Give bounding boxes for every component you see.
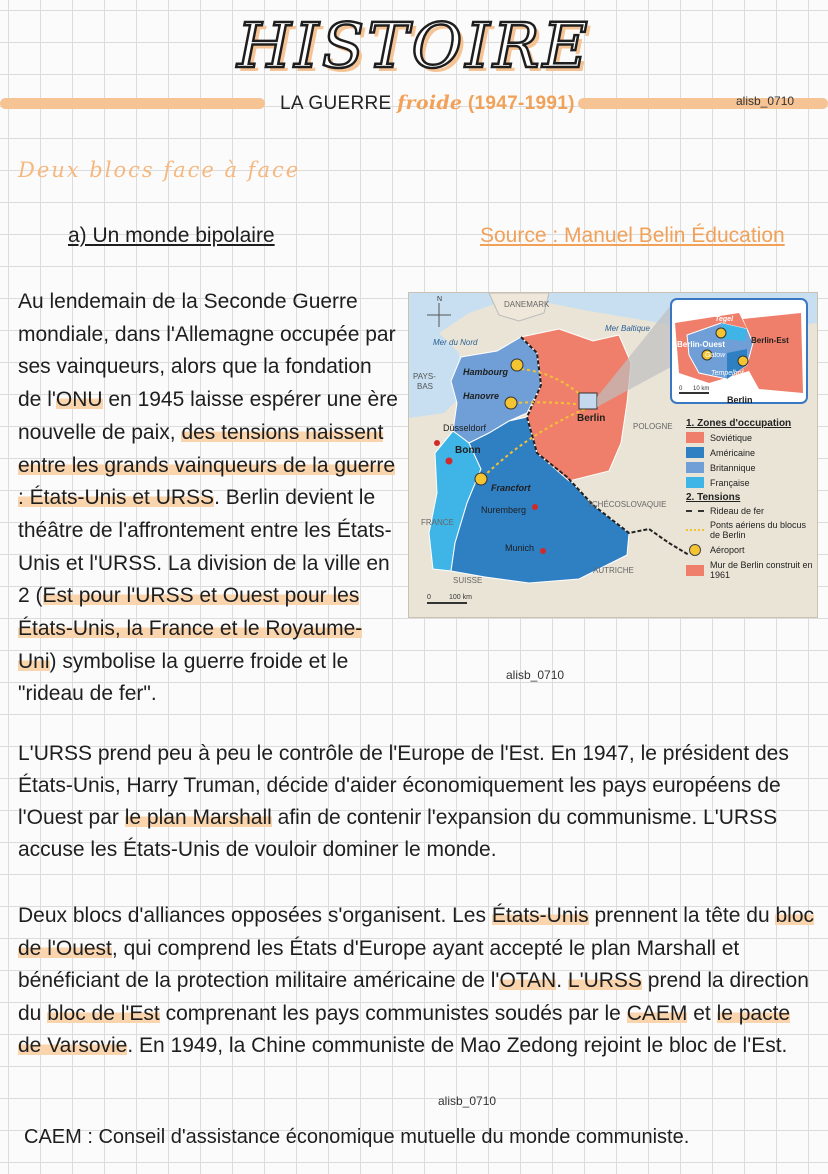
text-span: comprenant les pays communistes soudés par le — [159, 1001, 627, 1025]
legend-tensions-title: 2. Tensions — [686, 492, 741, 503]
sub-heading: a) Un monde bipolaire — [68, 224, 275, 247]
text-span: prend la direction du — [18, 969, 809, 1025]
air-bridge-swatch — [686, 529, 704, 531]
label-dusseldorf: Düsseldorf — [443, 423, 487, 433]
label-nuremberg: Nuremberg — [481, 505, 527, 515]
subtitle-prefix: LA GUERRE — [280, 93, 392, 114]
label-munich: Munich — [505, 543, 535, 553]
label-bonn: Bonn — [455, 445, 481, 456]
zone-swatch — [686, 477, 704, 488]
inset-airport-tempelhof-icon — [738, 356, 748, 366]
legend-zones-title: 1. Zones d'occupation — [686, 418, 792, 429]
label-scale-zero: 0 — [427, 594, 431, 601]
highlight: le plan Marshall — [124, 806, 272, 829]
label-tchecoslovaquie: TCHÉCOSLOVAQUIE — [587, 500, 667, 509]
subtitle-years: (1947-1991) — [467, 93, 575, 114]
label-berlin: Berlin — [577, 413, 606, 424]
text-span: ) symbolise la guerre froide et le "rideau de fer". — [18, 649, 349, 706]
legend-label: Mur de Berlin construit en 1961 — [710, 560, 813, 580]
inset-scale-zero: 0 — [679, 386, 683, 392]
highlight: ONU — [55, 388, 103, 412]
paragraph-marshall — [18, 738, 818, 866]
label-hambourg: Hambourg — [463, 367, 508, 377]
inset-label-tegel: Tegel — [715, 316, 734, 323]
text-span: . — [556, 969, 568, 992]
label-scale: 100 km — [449, 594, 472, 601]
legend-zone-row — [686, 462, 814, 473]
section-title: Deux blocs face à face — [18, 158, 301, 182]
highlight: des tensions naissent entre les grands vainqueurs de la guerre : États-Unis et URSS — [18, 420, 396, 510]
paragraph-intro — [18, 286, 398, 711]
label-danemark: DANEMARK — [504, 300, 550, 309]
map-legend — [686, 418, 814, 584]
highlight: bloc de l'Ouest — [18, 904, 815, 960]
inset-airport-tegel-icon — [716, 328, 726, 338]
zone-swatch — [686, 447, 704, 458]
header-divider-left — [0, 98, 265, 109]
highlight: CAEM — [626, 1001, 688, 1025]
inset-label-tempelhof: Tempelhof — [711, 370, 744, 377]
legend-label: Française — [710, 477, 750, 488]
text-span: et — [687, 1001, 717, 1025]
city-dot-nuremberg — [532, 504, 538, 510]
bottom-credit: alisb_0710 — [438, 1094, 497, 1108]
footnote-caem: CAEM : Conseil d'assistance économique mutuelle du monde communiste. — [24, 1126, 690, 1148]
source-link[interactable]: Source : Manuel Belin Éducation — [480, 224, 785, 247]
highlight: bloc de l'Est — [47, 1001, 160, 1025]
legend-ponts — [686, 520, 814, 540]
legend-zone-row — [686, 447, 814, 458]
highlight: le pacte de Varsovie — [18, 1001, 791, 1057]
legend-aeroport — [686, 544, 814, 556]
legend-mur — [686, 560, 814, 580]
label-autriche: AUTRICHE — [593, 566, 634, 575]
label-pays-bas-1: PAYS- — [413, 372, 436, 381]
text-span: , qui comprend les États d'Europe ayant accepté le plan Marshall et bénéficiant de la protection militaire américaine de l' — [18, 936, 740, 992]
berlin-box — [579, 393, 597, 409]
legend-zone-list — [686, 432, 814, 488]
text-span: afin de contenir l'expansion du communisme. L'URSS accuse les États-Unis de vouloir dominer le monde. — [18, 806, 778, 861]
legend-rideau — [686, 506, 814, 516]
inset-scale: 10 km — [693, 386, 710, 392]
berlin-wall-swatch — [686, 565, 704, 576]
legend-label: Américaine — [710, 447, 756, 458]
label-hanovre: Hanovre — [463, 391, 500, 401]
highlight: États-Unis — [491, 904, 589, 927]
zone-swatch — [686, 432, 704, 443]
city-dot-bonn — [446, 458, 453, 465]
text-span: . Berlin devient le théâtre de l'affrontement entre les États-Unis et l'URSS. La division de la ville en 2 ( — [18, 486, 392, 608]
highlight: L'URSS — [567, 969, 642, 992]
inset-caption: Berlin — [727, 395, 753, 405]
city-dot-munich — [540, 548, 546, 554]
label-francfort: Francfort — [491, 483, 531, 493]
airport-hanover-icon — [505, 397, 517, 409]
text-span: prennent la tête du — [588, 904, 776, 927]
text-span: Deux blocs d'alliances opposées s'organisent. Les — [18, 904, 492, 927]
map-credit: alisb_0710 — [506, 668, 565, 682]
text-span: L'URSS prend peu à peu le contrôle de l'Europe de l'Est. En 1947, le président des États-Unis, Harry Truman, décide d'aider économiquement les pays européens de l'Ouest par — [18, 742, 789, 829]
highlight: Est pour l'URSS et Ouest pour les États-Unis, la France et le Royaume-Uni — [18, 584, 363, 673]
city-dot-dusseldorf — [434, 440, 440, 446]
airport-icon — [689, 544, 701, 556]
inset-label-berlin-est: Berlin-Est — [751, 336, 789, 345]
label-mer-du-nord: Mer du Nord — [433, 338, 478, 347]
author-credit: alisb_0710 — [736, 94, 795, 108]
text-span: en 1945 laisse espérer une ère nouvelle de paix, — [18, 388, 398, 444]
inset-label-berlin-ouest: Berlin-Ouest — [677, 340, 726, 349]
label-france: FRANCE — [421, 518, 454, 527]
inset-label-gatow: Gatow — [705, 352, 726, 359]
label-mer-baltique: Mer Baltique — [605, 324, 650, 333]
legend-label: Rideau de fer — [710, 506, 765, 516]
airport-hamburg-icon — [511, 359, 523, 371]
label-pologne: POLOGNE — [633, 422, 673, 431]
legend-label: Britannique — [710, 462, 756, 473]
airport-frankfurt-icon — [475, 473, 487, 485]
highlight: OTAN — [499, 969, 557, 992]
text-span: Au lendemain de la Seconde Guerre mondiale, dans l'Allemagne occupée par ses vainqueurs, alors que la fondation de l' — [18, 290, 396, 412]
zone-swatch — [686, 462, 704, 473]
label-compass: N — [437, 296, 443, 303]
label-pays-bas-2: BAS — [417, 382, 434, 391]
legend-label: Soviétique — [710, 432, 753, 443]
subtitle-accent: froide — [397, 92, 463, 114]
paragraph-blocs — [18, 900, 818, 1063]
page-subtitle — [280, 92, 575, 115]
text-span: . En 1949, la Chine communiste de Mao Zedong rejoint le bloc de l'Est. — [127, 1034, 788, 1057]
label-suisse: SUISSE — [453, 576, 483, 585]
iron-curtain-swatch — [686, 510, 704, 512]
legend-zone-row — [686, 432, 814, 443]
page-title: HISTOIRE — [237, 9, 591, 82]
legend-label: Ponts aériens du blocus de Berlin — [710, 520, 807, 540]
legend-label: Aéroport — [710, 545, 745, 555]
legend-zone-row — [686, 477, 814, 488]
